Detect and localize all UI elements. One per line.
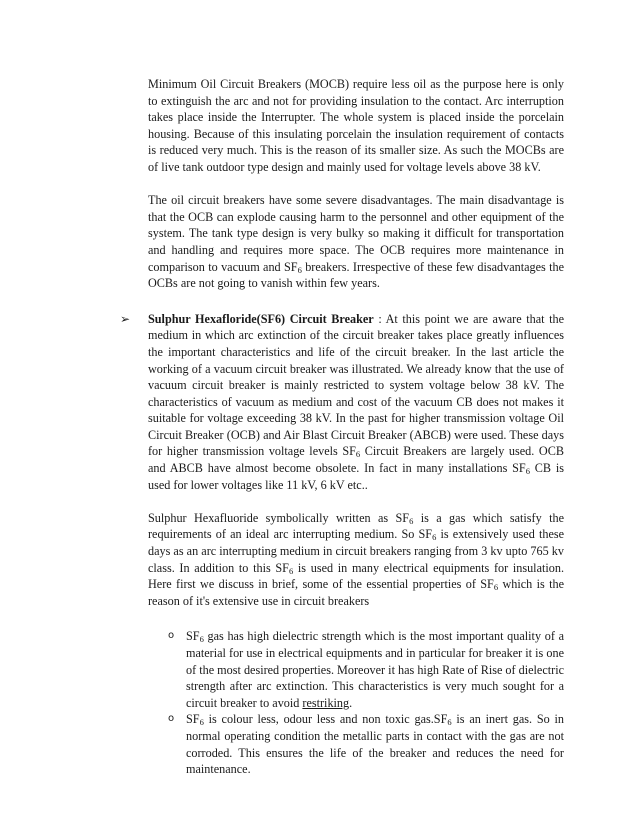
item2-text-1: SF (186, 712, 200, 727)
subscript-6: 6 (447, 717, 452, 728)
list-item-dielectric-strength (168, 628, 564, 711)
sf6-desc-text-4: is used in many electrical equipments for insulation. Here first we discuss in brief, some of the essential properties of SF (148, 560, 564, 592)
circle-bullet-icon: o (168, 713, 175, 725)
sf6-desc-text-3: is extensively used these days as an arc interrupting medium in circuit breakers ranging from 3 kv upto 765 kv class. In addition to this SF (148, 527, 565, 575)
item2-text-2: is colour less, odour less and non toxic gas.SF (203, 712, 448, 727)
paragraph-ocb-disadvantages (148, 192, 564, 292)
paragraph-sf6-description (148, 510, 564, 610)
list-item-inert-gas (168, 711, 564, 777)
sf6-intro-text-3: CB is used for lower voltages like 11 kV, 6 kV etc.. (148, 461, 564, 492)
ocb-text-a: The oil circuit breakers have some severe disadvantages. The main disadvantage is that the OCB can explode causing harm to the personnel and other equipment of the system. The tank type design is very bulky so making it difficult for transportation and handling and requires more space. The OCB requires more maintenance in comparison to vacuum and SF (148, 193, 564, 274)
sf6-desc-text-5: which is the reason of it's extensive use in circuit breakers (148, 577, 564, 608)
paragraph-mocb-text: Minimum Oil Circuit Breakers (MOCB) require less oil as the purpose here is only to extinguish the arc and not for providing insulation to the contact. Arc interruption takes place inside the Interrupter. The whole system is placed inside the porcelain housing. Because of this insulating porcelain the insulation requirement of contacts is reduced very much. This is the reason of its smaller size. As such the MOCBs are of live tank outdoor type design and mainly used for voltage levels above 38 kV. (148, 77, 564, 174)
sf6-desc-text-1: Sulphur Hexafluoride symbolically written as SF (148, 510, 410, 525)
list-item-text (186, 628, 564, 711)
paragraph-gap (148, 493, 564, 510)
item1-text-2: gas has high dielectric strength which is the most important quality of a material for use in electrical equipments and in particular for breaker it is one of the most desired properties. Moreover it has high Rate of Rise of dielectric strength after arc extinction. This characteristics is very much sought for a circuit breaker to avoid (186, 629, 564, 710)
item2-text-3: is an inert gas. So in normal operating condition the metallic parts in contact with the gas are not corroded. This ensures the life of the breaker and reduces the need for maintenance. (186, 712, 564, 777)
subscript-6: 6 (199, 634, 204, 645)
item1-text-1: SF (186, 629, 200, 644)
subscript-6: 6 (355, 449, 361, 460)
sf6-properties-list (148, 628, 564, 777)
document-page (120, 76, 565, 778)
paragraph-sf6-intro (148, 311, 564, 494)
arrow-bullet-icon: ➢ (120, 311, 131, 326)
bullet-sf6-circuit-breaker (120, 311, 565, 778)
section-heading: Sulphur Hexafloride(SF6) Circuit Breaker (148, 311, 374, 326)
sf6-intro-text-2: Circuit Breakers are largely used. OCB and ABCB have almost become obsolete. In fact in many installations SF (148, 444, 564, 476)
item1-text-3: . (349, 695, 353, 710)
subscript-6: 6 (297, 264, 302, 275)
paragraph-gap (148, 292, 564, 311)
ocb-text-b: breakers. Irrespective of these few disadvantages the OCBs are not going to vanish within few years. (148, 259, 564, 291)
list-item-text (186, 711, 564, 777)
subscript-6: 6 (432, 532, 437, 543)
paragraph-gap (148, 176, 564, 193)
paragraph-mocb (148, 76, 564, 176)
subscript-6: 6 (288, 565, 294, 576)
subscript-6: 6 (493, 582, 499, 593)
paragraph-gap (148, 609, 564, 628)
restriking-link[interactable]: restriking (302, 695, 350, 710)
subscript-6: 6 (525, 466, 530, 477)
subscript-6: 6 (199, 717, 204, 728)
subscript-6: 6 (409, 515, 414, 526)
circle-bullet-icon: o (168, 630, 175, 642)
sf6-intro-text-1: : At this point we are aware that the medium in which arc extinction of the circuit breaker takes place greatly influences the important characteristics and life of the circuit breaker. In the last article the working of a vacuum circuit breaker was illustrated. We already know that the use of vacuum circuit breaker is mainly restricted to system voltage below 38 kV. The characteristics of vacuum as medium and cost of the vacuum CB does not makes it suitable for voltage exceeding 38 kV. In the past for higher transmission voltage Oil Circuit Breaker (OCB) and Air Blast Circuit Breaker (ABCB) were used. These days for higher transmission voltage levels SF (148, 311, 564, 459)
sf6-desc-text-2: is a gas which satisfy the requirements of an ideal arc interrupting medium. So SF (148, 510, 564, 542)
